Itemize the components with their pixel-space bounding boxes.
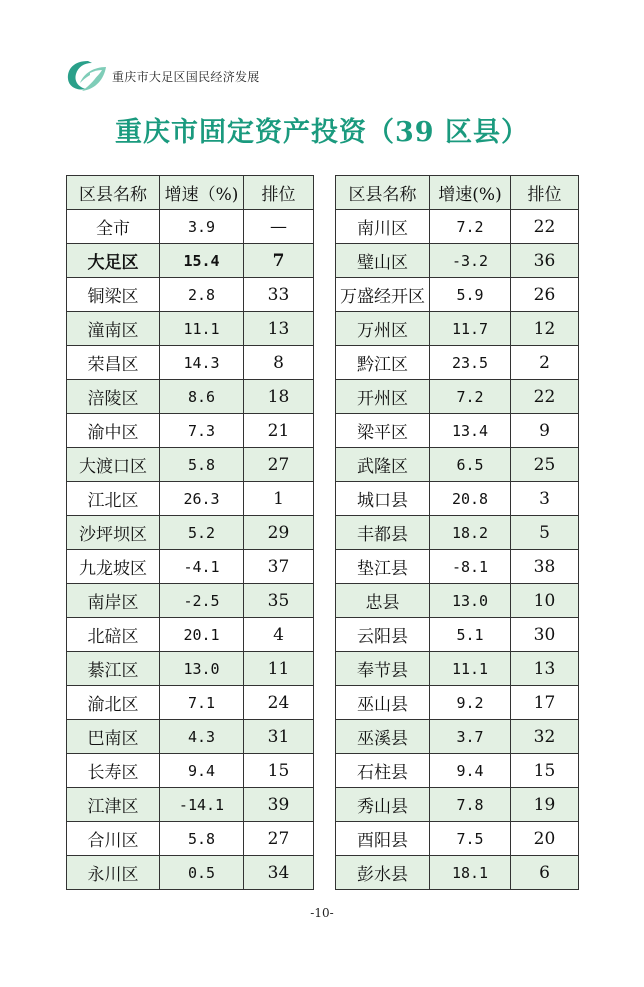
growth-cell: 4.3 xyxy=(160,720,244,754)
growth-cell: 7.2 xyxy=(430,380,511,414)
table-row xyxy=(67,584,314,618)
table-row xyxy=(336,482,579,516)
growth-cell: -14.1 xyxy=(160,788,244,822)
growth-cell: 5.2 xyxy=(160,516,244,550)
rank-cell: 12 xyxy=(511,312,579,346)
publication-name: 重庆市大足区国民经济发展 xyxy=(112,69,260,84)
table-row xyxy=(67,482,314,516)
district-name-cell: 全市 xyxy=(67,210,160,244)
growth-cell: 5.1 xyxy=(430,618,511,652)
district-name-cell: 永川区 xyxy=(67,856,160,890)
district-name-cell: 垫江县 xyxy=(336,550,430,584)
table-row xyxy=(67,210,314,244)
rank-cell: 26 xyxy=(511,278,579,312)
growth-cell: 26.3 xyxy=(160,482,244,516)
rank-cell: 34 xyxy=(244,856,314,890)
district-name-cell: 石柱县 xyxy=(336,754,430,788)
rank-cell: 6 xyxy=(511,856,579,890)
table-row xyxy=(67,686,314,720)
table-row xyxy=(67,550,314,584)
growth-cell: 9.4 xyxy=(430,754,511,788)
table-row xyxy=(67,278,314,312)
district-name-cell: 渝中区 xyxy=(67,414,160,448)
rank-cell: 15 xyxy=(511,754,579,788)
growth-cell: 13.0 xyxy=(160,652,244,686)
rank-cell: 29 xyxy=(244,516,314,550)
growth-cell: 7.8 xyxy=(430,788,511,822)
district-name-cell: 彭水县 xyxy=(336,856,430,890)
rank-cell: 17 xyxy=(511,686,579,720)
rank-cell: 4 xyxy=(244,618,314,652)
table-row xyxy=(336,244,579,278)
table-row xyxy=(336,618,579,652)
rank-cell: 32 xyxy=(511,720,579,754)
investment-table-right xyxy=(335,175,579,890)
table-row xyxy=(67,822,314,856)
table-row xyxy=(336,720,579,754)
column-header-district: 区县名称 xyxy=(336,176,430,210)
growth-cell: -4.1 xyxy=(160,550,244,584)
growth-cell: 7.5 xyxy=(430,822,511,856)
district-name-cell: 潼南区 xyxy=(67,312,160,346)
page-title: 重庆市固定资产投资（39 区县） xyxy=(115,117,529,148)
investment-table-left xyxy=(66,175,314,890)
growth-cell: 18.2 xyxy=(430,516,511,550)
growth-cell: 5.8 xyxy=(160,822,244,856)
table-row xyxy=(67,652,314,686)
table-row xyxy=(336,516,579,550)
table-row xyxy=(336,550,579,584)
district-name-cell: 铜梁区 xyxy=(67,278,160,312)
district-name-cell: 綦江区 xyxy=(67,652,160,686)
rank-cell: 13 xyxy=(244,312,314,346)
rank-cell: 36 xyxy=(511,244,579,278)
district-name-cell: 南岸区 xyxy=(67,584,160,618)
table-row xyxy=(336,652,579,686)
growth-cell: 5.8 xyxy=(160,448,244,482)
table-row xyxy=(67,448,314,482)
district-name-cell: 万州区 xyxy=(336,312,430,346)
district-name-cell: 涪陵区 xyxy=(67,380,160,414)
rank-cell: 11 xyxy=(244,652,314,686)
district-name-cell: 沙坪坝区 xyxy=(67,516,160,550)
rank-cell: 22 xyxy=(511,210,579,244)
rank-cell: 22 xyxy=(511,380,579,414)
column-header-district: 区县名称 xyxy=(67,176,160,210)
growth-cell: 15.4 xyxy=(160,244,244,278)
district-name-cell: 江北区 xyxy=(67,482,160,516)
district-name-cell: 荣昌区 xyxy=(67,346,160,380)
district-name-cell: 秀山县 xyxy=(336,788,430,822)
district-name-cell: 大渡口区 xyxy=(67,448,160,482)
table-row xyxy=(336,346,579,380)
table-header-row xyxy=(67,176,314,210)
rank-cell: 37 xyxy=(244,550,314,584)
table-row xyxy=(67,516,314,550)
rank-cell: 1 xyxy=(244,482,314,516)
district-name-cell: 南川区 xyxy=(336,210,430,244)
growth-cell: 3.7 xyxy=(430,720,511,754)
table-row xyxy=(336,788,579,822)
district-name-cell: 九龙坡区 xyxy=(67,550,160,584)
rank-cell: 5 xyxy=(511,516,579,550)
district-name-cell: 酉阳县 xyxy=(336,822,430,856)
rank-cell: 27 xyxy=(244,822,314,856)
rank-cell: 20 xyxy=(511,822,579,856)
district-name-cell: 奉节县 xyxy=(336,652,430,686)
growth-cell: 18.1 xyxy=(430,856,511,890)
table-row xyxy=(336,584,579,618)
table-row xyxy=(336,822,579,856)
growth-cell: 11.7 xyxy=(430,312,511,346)
growth-cell: 3.9 xyxy=(160,210,244,244)
rank-cell: 21 xyxy=(244,414,314,448)
rank-cell: 38 xyxy=(511,550,579,584)
growth-cell: -8.1 xyxy=(430,550,511,584)
rank-cell: 7 xyxy=(244,244,314,278)
growth-cell: 2.8 xyxy=(160,278,244,312)
rank-cell: 31 xyxy=(244,720,314,754)
growth-cell: 0.5 xyxy=(160,856,244,890)
page-number: -10- xyxy=(310,906,334,920)
growth-cell: 20.1 xyxy=(160,618,244,652)
table-row xyxy=(336,686,579,720)
table-row xyxy=(336,856,579,890)
growth-cell: 6.5 xyxy=(430,448,511,482)
growth-cell: 23.5 xyxy=(430,346,511,380)
rank-cell: 33 xyxy=(244,278,314,312)
rank-cell: 35 xyxy=(244,584,314,618)
rank-cell: 2 xyxy=(511,346,579,380)
district-name-cell: 江津区 xyxy=(67,788,160,822)
growth-cell: 11.1 xyxy=(160,312,244,346)
table-row xyxy=(336,210,579,244)
column-header-growth: 增速(%) xyxy=(430,176,511,210)
growth-cell: 14.3 xyxy=(160,346,244,380)
growth-cell: 9.4 xyxy=(160,754,244,788)
district-name-cell: 巫溪县 xyxy=(336,720,430,754)
growth-cell: 7.1 xyxy=(160,686,244,720)
rank-cell: 18 xyxy=(244,380,314,414)
rank-cell: — xyxy=(244,210,314,244)
growth-cell: -2.5 xyxy=(160,584,244,618)
table-row xyxy=(336,380,579,414)
district-name-cell: 合川区 xyxy=(67,822,160,856)
publication-logo-icon xyxy=(66,59,108,93)
table-header-row xyxy=(336,176,579,210)
district-name-cell: 渝北区 xyxy=(67,686,160,720)
growth-cell: 5.9 xyxy=(430,278,511,312)
rank-cell: 25 xyxy=(511,448,579,482)
rank-cell: 27 xyxy=(244,448,314,482)
district-name-cell: 黔江区 xyxy=(336,346,430,380)
column-header-rank: 排位 xyxy=(511,176,579,210)
district-name-cell: 武隆区 xyxy=(336,448,430,482)
district-name-cell: 巫山县 xyxy=(336,686,430,720)
growth-cell: 13.0 xyxy=(430,584,511,618)
rank-cell: 39 xyxy=(244,788,314,822)
table-row xyxy=(67,244,314,278)
district-name-cell: 巴南区 xyxy=(67,720,160,754)
district-name-cell: 大足区 xyxy=(67,244,160,278)
table-row xyxy=(67,312,314,346)
growth-cell: 7.3 xyxy=(160,414,244,448)
district-name-cell: 璧山区 xyxy=(336,244,430,278)
table-row xyxy=(67,754,314,788)
district-name-cell: 忠县 xyxy=(336,584,430,618)
growth-cell: 20.8 xyxy=(430,482,511,516)
growth-cell: 13.4 xyxy=(430,414,511,448)
table-row xyxy=(67,618,314,652)
table-row xyxy=(67,414,314,448)
growth-cell: 8.6 xyxy=(160,380,244,414)
growth-cell: -3.2 xyxy=(430,244,511,278)
table-row xyxy=(67,788,314,822)
district-name-cell: 长寿区 xyxy=(67,754,160,788)
district-name-cell: 开州区 xyxy=(336,380,430,414)
table-row xyxy=(336,754,579,788)
district-name-cell: 丰都县 xyxy=(336,516,430,550)
growth-cell: 9.2 xyxy=(430,686,511,720)
table-row xyxy=(67,346,314,380)
district-name-cell: 云阳县 xyxy=(336,618,430,652)
rank-cell: 15 xyxy=(244,754,314,788)
column-header-rank: 排位 xyxy=(244,176,314,210)
rank-cell: 30 xyxy=(511,618,579,652)
growth-cell: 11.1 xyxy=(430,652,511,686)
district-name-cell: 万盛经开区 xyxy=(336,278,430,312)
table-row xyxy=(336,414,579,448)
table-row xyxy=(336,278,579,312)
district-name-cell: 北碚区 xyxy=(67,618,160,652)
rank-cell: 3 xyxy=(511,482,579,516)
rank-cell: 19 xyxy=(511,788,579,822)
rank-cell: 24 xyxy=(244,686,314,720)
column-header-growth: 增速（%) xyxy=(160,176,244,210)
rank-cell: 13 xyxy=(511,652,579,686)
table-row xyxy=(67,720,314,754)
table-row xyxy=(336,448,579,482)
table-row xyxy=(67,856,314,890)
rank-cell: 9 xyxy=(511,414,579,448)
table-row xyxy=(336,312,579,346)
rank-cell: 10 xyxy=(511,584,579,618)
district-name-cell: 城口县 xyxy=(336,482,430,516)
district-name-cell: 梁平区 xyxy=(336,414,430,448)
rank-cell: 8 xyxy=(244,346,314,380)
growth-cell: 7.2 xyxy=(430,210,511,244)
table-row xyxy=(67,380,314,414)
page-header xyxy=(66,56,260,96)
